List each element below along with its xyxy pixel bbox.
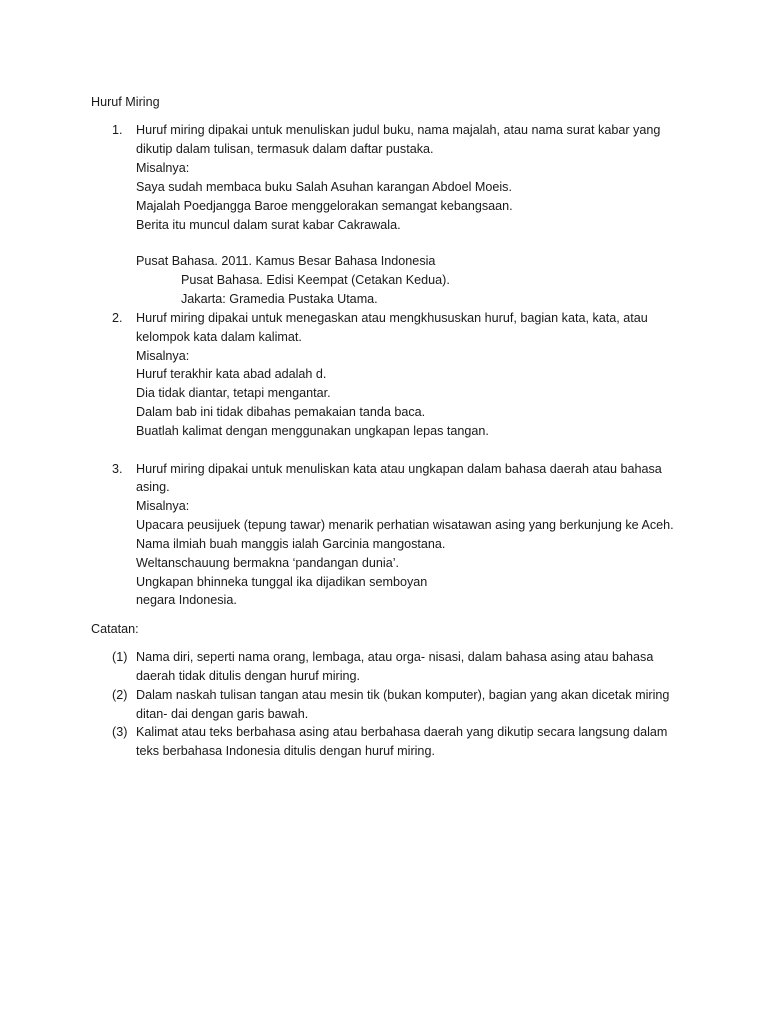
example-line: Buatlah kalimat dengan menggunakan ungkapan lepas tangan. [136,424,489,438]
note-line: Nama diri, seperti nama orang, lembaga, atau orga- nisasi, dalam bahasa asing atau bahasa [136,650,654,664]
reference-line: Jakarta: Gramedia Pustaka Utama. [181,292,378,306]
page-title: Huruf Miring [91,95,160,109]
item-text-line: dikutip dalam tulisan, termasuk dalam daftar pustaka. [136,142,434,156]
example-line: Saya sudah membaca buku Salah Asuhan karangan Abdoel Moeis. [136,180,512,194]
note-line: Kalimat atau teks berbahasa asing atau berbahasa daerah yang dikutip secara langsung dalam [136,725,668,739]
note-line: teks berbahasa Indonesia ditulis dengan huruf miring. [136,744,435,758]
item-text-line: kelompok kata dalam kalimat. [136,330,302,344]
item-text-line: Huruf miring dipakai untuk menuliskan kata atau ungkapan dalam bahasa daerah atau bahasa [136,462,662,476]
misalnya-label: Misalnya: [136,161,190,175]
note-line: ditan- dai dengan garis bawah. [136,707,309,721]
note-line: Dalam naskah tulisan tangan atau mesin tik (bukan komputer), bagian yang akan dicetak miring [136,688,670,702]
note-number: (2) [112,688,128,702]
example-line: Dia tidak diantar, tetapi mengantar. [136,386,331,400]
example-line: Ungkapan bhinneka tunggal ika dijadikan semboyan [136,575,428,589]
example-line: Dalam bab ini tidak dibahas pemakaian tanda baca. [136,405,426,419]
example-line: Berita itu muncul dalam surat kabar Cakrawala. [136,218,401,232]
example-line: Weltanschauung bermakna ‘pandangan dunia’. [136,556,400,570]
catatan-heading: Catatan: [91,622,139,636]
note-number: (3) [112,725,128,739]
note-number: (1) [112,650,128,664]
item-number: 2. [112,311,123,325]
item-text-line: Huruf miring dipakai untuk menegaskan atau mengkhususkan huruf, bagian kata, kata, atau [136,311,648,325]
note-line: daerah tidak ditulis dengan huruf miring. [136,669,361,683]
example-line: Huruf terakhir kata abad adalah d. [136,367,327,381]
item-number: 3. [112,462,123,476]
example-line: negara Indonesia. [136,593,237,607]
misalnya-label: Misalnya: [136,349,190,363]
example-line: Nama ilmiah buah manggis ialah Garcinia mangostana. [136,537,446,551]
example-line: Upacara peusijuek (tepung tawar) menarik perhatian wisatawan asing yang berkunjung ke Aceh. [136,518,674,532]
item-number: 1. [112,123,123,137]
misalnya-label: Misalnya: [136,499,190,513]
reference-line: Pusat Bahasa. 2011. Kamus Besar Bahasa Indonesia [136,254,436,268]
item-text-line: Huruf miring dipakai untuk menuliskan judul buku, nama majalah, atau nama surat kabar yang [136,123,661,137]
item-text-line: asing. [136,480,170,494]
reference-line: Pusat Bahasa. Edisi Keempat (Cetakan Kedua). [181,273,450,287]
example-line: Majalah Poedjangga Baroe menggelorakan semangat kebangsaan. [136,199,513,213]
